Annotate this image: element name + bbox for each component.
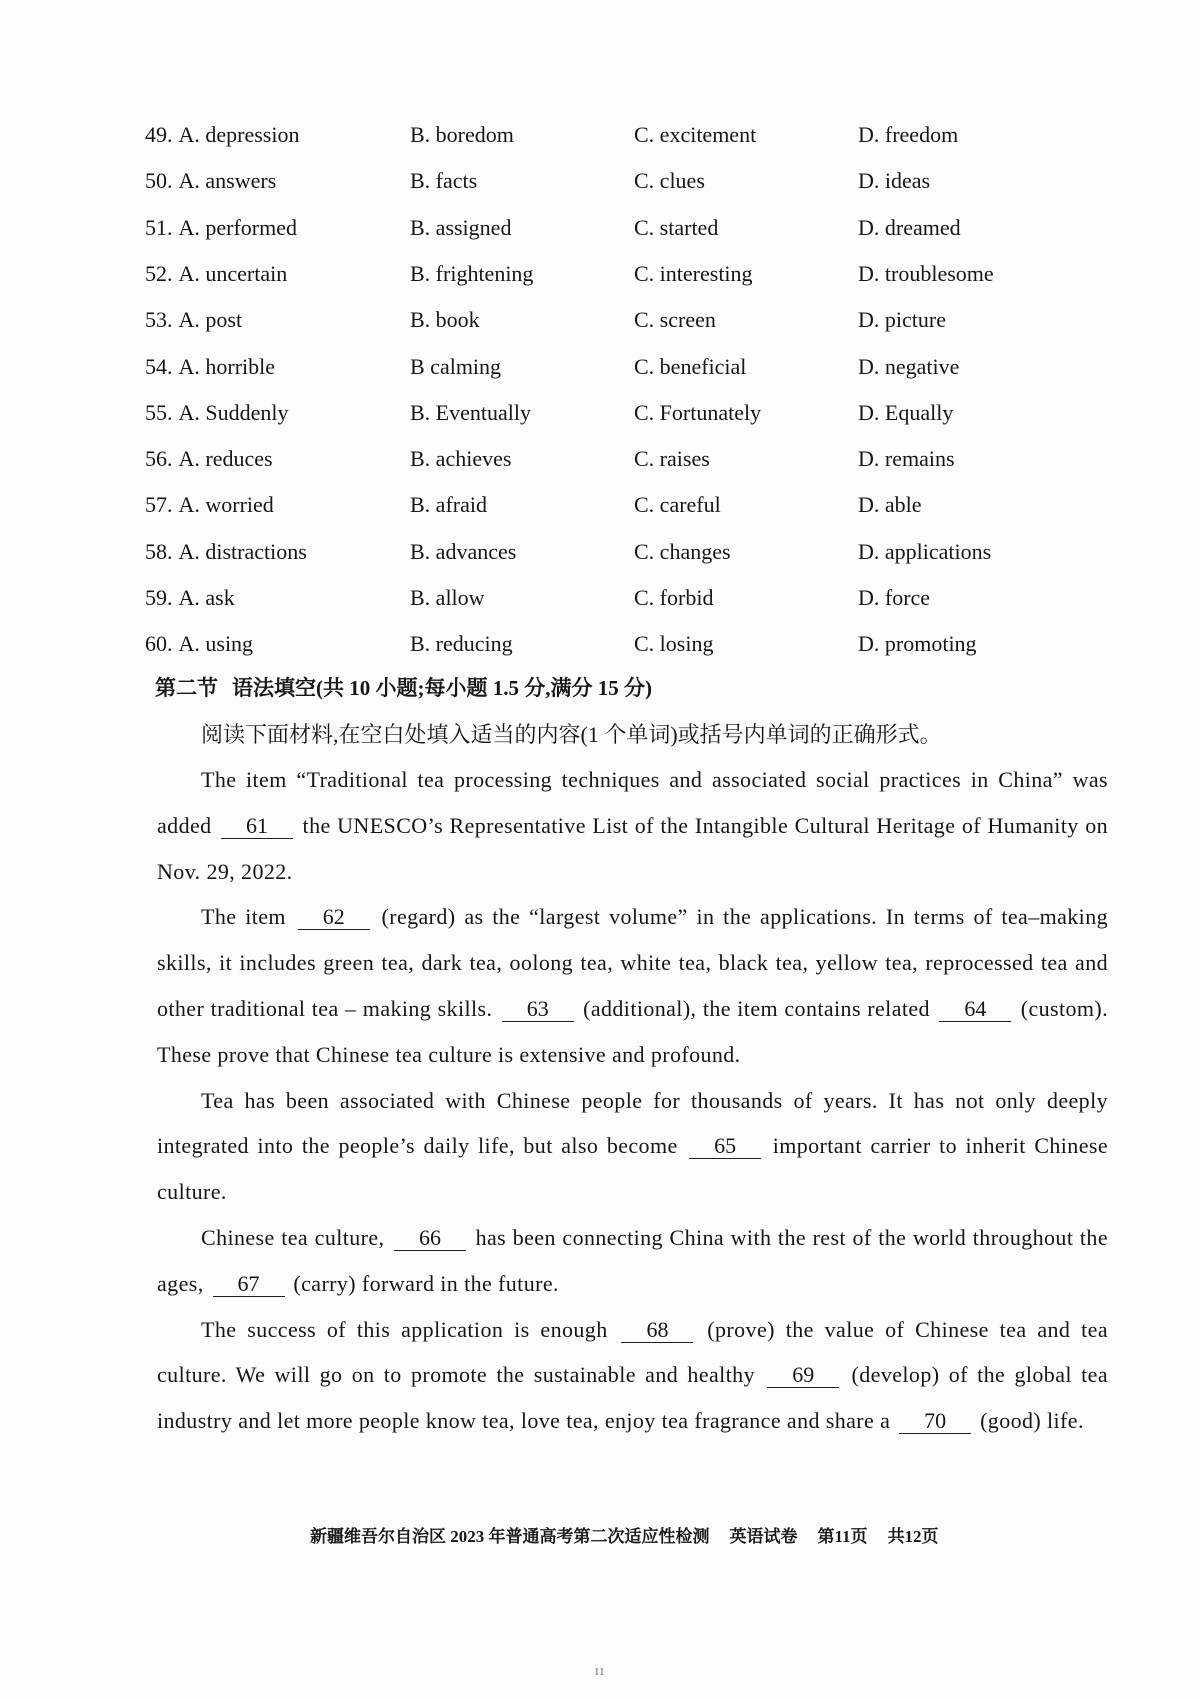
option-a: A. post xyxy=(178,307,243,333)
option-b: B. achieves xyxy=(410,446,512,472)
question-number: 54. xyxy=(145,353,173,379)
answer-blank: 69 xyxy=(767,1363,839,1388)
option-cell xyxy=(858,436,955,482)
answer-blank: 70 xyxy=(899,1409,971,1434)
option-cell xyxy=(634,297,716,343)
option-cell xyxy=(410,205,511,251)
option-c: C. interesting xyxy=(634,260,753,286)
option-cell xyxy=(858,112,958,158)
option-b: B. assigned xyxy=(410,214,512,240)
option-d: D. picture xyxy=(858,307,946,333)
question-number: 50. xyxy=(145,168,173,194)
footer-total-pages: 共12页 xyxy=(887,1527,939,1546)
question-number: 51. xyxy=(145,214,173,240)
option-cell xyxy=(634,621,713,667)
option-a: A. ask xyxy=(178,585,235,610)
option-a: A. uncertain xyxy=(178,260,288,286)
footer-subject: 英语试卷 xyxy=(729,1527,798,1546)
option-d: D. able xyxy=(858,492,922,518)
option-cell xyxy=(145,297,242,343)
option-a: A. worried xyxy=(178,492,274,518)
option-b: B. boredom xyxy=(410,122,514,147)
option-cell xyxy=(634,482,721,528)
option-cell xyxy=(858,205,961,251)
answer-blank: 67 xyxy=(213,1272,285,1297)
question-number: 55. xyxy=(145,399,173,425)
option-a: A. Suddenly xyxy=(178,399,289,425)
question-row xyxy=(0,158,1200,204)
question-number: 56. xyxy=(145,446,173,472)
question-row xyxy=(0,529,1200,575)
passage-text: Chinese tea culture, xyxy=(201,1224,392,1250)
option-cell xyxy=(634,390,761,436)
option-b: B. facts xyxy=(410,168,478,194)
section-title: 语法填空(共 10 小题;每小题 1.5 分,满分 15 分) xyxy=(232,676,652,700)
option-cell xyxy=(858,251,994,297)
question-row xyxy=(0,344,1200,390)
option-b: B. book xyxy=(410,307,480,333)
option-c: C. beneficial xyxy=(634,353,747,379)
passage-text: (good) life. xyxy=(974,1408,1084,1434)
question-row xyxy=(0,621,1200,667)
question-number: 59. xyxy=(145,585,173,610)
option-cell xyxy=(634,158,705,204)
answer-blank: 63 xyxy=(502,997,574,1022)
option-cell xyxy=(858,529,991,575)
option-cell xyxy=(410,529,516,575)
passage-text: The item xyxy=(201,904,295,930)
option-cell xyxy=(634,575,713,621)
option-c: C. Fortunately xyxy=(634,399,762,425)
question-row xyxy=(0,482,1200,528)
passage-text: important carrier to inherit Chinese culture. xyxy=(157,1133,1108,1205)
option-b: B. Eventually xyxy=(410,399,531,425)
option-a: A. using xyxy=(178,631,254,657)
option-cell xyxy=(145,112,299,158)
option-c: C. started xyxy=(634,214,719,240)
option-cell xyxy=(410,158,477,204)
question-row xyxy=(0,112,1200,158)
option-d: D. troublesome xyxy=(858,260,994,286)
option-d: D. remains xyxy=(858,446,955,472)
question-row xyxy=(0,390,1200,436)
passage-text: (develop) of the global tea industry and let more people know tea, love tea, enjoy tea fragrance and share a xyxy=(157,1362,1109,1434)
option-cell xyxy=(145,621,253,667)
option-a: A. distractions xyxy=(178,538,307,564)
option-c: C. forbid xyxy=(634,585,714,610)
option-a: A. horrible xyxy=(178,353,276,379)
footer-page-number: 第11页 xyxy=(817,1527,868,1546)
option-cell xyxy=(410,482,487,528)
question-number: 49. xyxy=(145,122,173,147)
passage-paragraph xyxy=(157,1307,1108,1444)
option-cell xyxy=(145,205,297,251)
passage-text: (additional), the item contains related xyxy=(576,995,937,1021)
option-cell xyxy=(410,436,511,482)
question-row xyxy=(0,205,1200,251)
option-cell xyxy=(858,158,930,204)
option-cell xyxy=(634,112,756,158)
option-cell xyxy=(145,482,274,528)
option-d: D. promoting xyxy=(858,631,977,657)
option-cell xyxy=(858,621,977,667)
passage-text: (prove) the value of Chinese tea and tea culture. We will go on to promote the sustainable and healthy xyxy=(157,1316,1108,1388)
passage-text: Tea has been associated with Chinese people for thousands of years. It has not only deeply integrated into the people’s daily life, but also become xyxy=(157,1087,1108,1159)
option-cell xyxy=(634,344,746,390)
answer-blank: 68 xyxy=(621,1318,693,1343)
passage-text: The success of this application is enough xyxy=(201,1316,619,1342)
option-d: D. ideas xyxy=(858,168,931,194)
page-footer xyxy=(310,1526,939,1548)
option-cell xyxy=(410,575,485,621)
question-row xyxy=(0,297,1200,343)
option-cell xyxy=(634,436,710,482)
option-d: D. force xyxy=(858,585,931,610)
option-cell xyxy=(145,575,235,621)
footer-exam-name: 新疆维吾尔自治区 2023 年普通高考第二次适应性检测 xyxy=(310,1527,710,1546)
option-cell xyxy=(410,390,531,436)
section-label: 第二节 xyxy=(155,676,218,700)
passage xyxy=(157,757,1108,1444)
option-cell xyxy=(410,344,501,390)
answer-blank: 61 xyxy=(221,814,293,839)
question-row xyxy=(0,251,1200,297)
option-b: B. afraid xyxy=(410,492,487,518)
option-cell xyxy=(858,344,959,390)
option-cell xyxy=(145,158,276,204)
answer-blank: 64 xyxy=(939,997,1011,1022)
option-c: C. clues xyxy=(634,168,705,194)
passage-text: (carry) forward in the future. xyxy=(287,1270,559,1296)
instruction-text: 阅读下面材料,在空白处填入适当的内容(1 个单词)或括号内单词的正确形式。 xyxy=(201,722,942,747)
option-d: D. applications xyxy=(858,538,992,564)
question-number: 58. xyxy=(145,538,173,564)
section-heading xyxy=(155,666,652,710)
passage-text: The item “Traditional tea processing techniques and associated social practices in China” was added xyxy=(157,767,1108,838)
option-cell xyxy=(145,436,273,482)
option-b: B. frightening xyxy=(410,260,534,286)
passage-paragraph xyxy=(157,757,1108,894)
passage-text: (regard) as the “largest volume” in the applications. In terms of tea–making skills, it includes green tea, dark tea, oolong tea, white tea, black tea, yellow tea, reprocessed tea and other traditional tea – making skills. xyxy=(157,904,1108,1021)
options-table xyxy=(0,112,1200,672)
option-c: C. excitement xyxy=(634,122,757,147)
option-cell xyxy=(858,575,930,621)
option-a: A. reduces xyxy=(178,446,273,472)
option-c: C. screen xyxy=(634,307,716,333)
option-d: D. Equally xyxy=(858,399,954,425)
option-c: C. raises xyxy=(634,446,710,472)
option-a: A. performed xyxy=(178,214,298,240)
option-a: A. depression xyxy=(178,122,300,147)
option-cell xyxy=(410,251,533,297)
question-number: 60. xyxy=(145,631,173,657)
option-cell xyxy=(145,251,287,297)
option-cell xyxy=(410,112,514,158)
answer-blank: 62 xyxy=(298,905,370,930)
passage-paragraph xyxy=(157,894,1108,1077)
option-b: B. reducing xyxy=(410,631,513,657)
option-cell xyxy=(410,297,480,343)
passage-text: (custom). These prove that Chinese tea culture is extensive and profound. xyxy=(157,995,1109,1067)
page-marker: 11 xyxy=(594,1666,605,1678)
option-c: C. losing xyxy=(634,631,714,657)
passage-text: has been connecting China with the rest of the world throughout the ages, xyxy=(157,1224,1108,1296)
question-number: 52. xyxy=(145,260,173,286)
option-cell xyxy=(634,251,753,297)
answer-blank: 66 xyxy=(394,1226,466,1251)
passage-text: the UNESCO’s Representative List of the Intangible Cultural Heritage of Humanity on Nov. 29, 2022. xyxy=(157,812,1108,884)
passage-paragraph xyxy=(157,1078,1108,1215)
option-cell xyxy=(145,529,307,575)
option-b: B. allow xyxy=(410,585,485,610)
option-cell xyxy=(634,529,731,575)
option-c: C. careful xyxy=(634,492,721,518)
option-cell xyxy=(858,482,922,528)
question-number: 57. xyxy=(145,492,173,518)
option-cell xyxy=(145,390,289,436)
question-number: 53. xyxy=(145,307,173,333)
option-b: B calming xyxy=(410,353,502,379)
option-cell xyxy=(410,621,513,667)
option-a: A. answers xyxy=(178,168,277,194)
option-d: D. negative xyxy=(858,353,960,379)
option-cell xyxy=(858,297,946,343)
option-b: B. advances xyxy=(410,538,517,564)
answer-blank: 65 xyxy=(689,1134,761,1159)
option-cell xyxy=(858,390,953,436)
option-cell xyxy=(145,344,275,390)
option-c: C. changes xyxy=(634,538,731,564)
question-row xyxy=(0,575,1200,621)
option-d: D. freedom xyxy=(858,122,959,147)
passage-paragraph xyxy=(157,1215,1108,1307)
question-row xyxy=(0,436,1200,482)
option-d: D. dreamed xyxy=(858,214,961,240)
option-cell xyxy=(634,205,718,251)
